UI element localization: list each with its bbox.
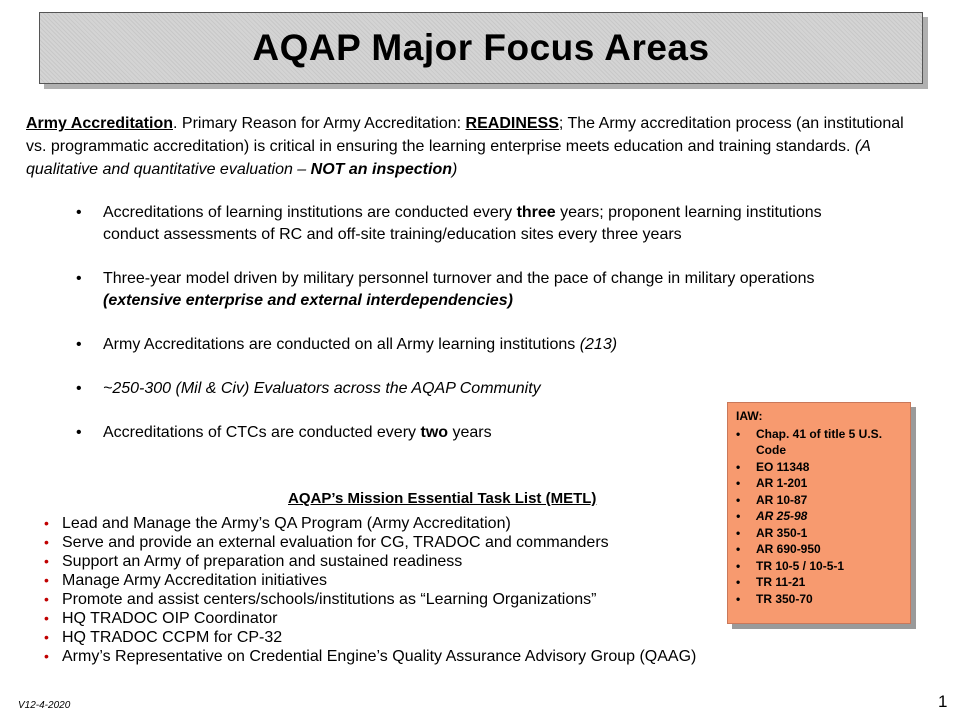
bullet-text: years	[448, 424, 492, 441]
metl-item-text: Serve and provide an external evaluation for CG, TRADOC and commanders	[62, 534, 609, 551]
metl-bullet: •	[44, 591, 49, 607]
iaw-item	[736, 541, 902, 558]
iaw-item	[736, 508, 902, 525]
iaw-bullet: •	[736, 591, 741, 606]
metl-item-text: Promote and assist centers/schools/institutions as “Learning Organizations”	[62, 591, 597, 608]
iaw-bullet: •	[736, 575, 741, 589]
bullet-item	[76, 268, 866, 312]
bullet-item	[76, 202, 866, 246]
bullet-item	[76, 334, 866, 356]
iaw-bullet: •	[736, 509, 741, 523]
iaw-bullet: •	[736, 426, 741, 441]
bullet-bold: two	[420, 424, 449, 441]
iaw-item-text: TR 11-21	[756, 575, 806, 589]
iaw-item-text: Chap. 41 of title 5 U.S. Code	[756, 426, 883, 457]
bullet-marker: •	[76, 270, 82, 287]
bullet-marker: •	[76, 424, 82, 441]
iaw-bullet: •	[736, 558, 741, 573]
bullet-italic: ~250-300 (Mil & Civ) Evaluators across the AQAP Community	[103, 380, 541, 397]
bullet-bold-italic: (extensive enterprise and external interdependencies)	[103, 292, 513, 309]
metl-bullet: •	[44, 648, 49, 664]
iaw-bullet: •	[736, 542, 741, 556]
bullet-text: Accreditations of CTCs are conducted every	[103, 424, 421, 441]
iaw-item-text: TR 350-70	[756, 591, 813, 606]
metl-bullet: •	[44, 515, 49, 531]
iaw-item-text: AR 350-1	[756, 525, 808, 540]
intro-italic-bold: NOT an inspection	[310, 161, 452, 178]
iaw-callout	[727, 402, 911, 624]
metl-bullet: •	[44, 610, 49, 626]
iaw-item-text: EO 11348	[756, 459, 810, 474]
metl-item-text: HQ TRADOC CCPM for CP-32	[62, 629, 283, 646]
metl-bullet: •	[44, 553, 49, 569]
iaw-bullet: •	[736, 525, 741, 540]
intro-italic-end: )	[452, 161, 458, 178]
intro-italic: (A qualitative and quantitative evaluation –	[26, 138, 871, 178]
intro-paragraph	[26, 112, 926, 181]
iaw-item	[736, 492, 902, 509]
iaw-bullet: •	[736, 459, 741, 474]
bullet-item	[76, 378, 866, 400]
bullet-text: Three-year model driven by military personnel turnover and the pace of change in military operations	[103, 270, 815, 287]
title-banner	[39, 12, 923, 84]
page-number: 1	[938, 692, 948, 711]
iaw-item	[736, 459, 902, 476]
metl-item-text: Army’s Representative on Credential Engine’s Quality Assurance Advisory Group (QAAG)	[62, 648, 697, 665]
intro-lead: Army Accreditation	[26, 115, 173, 132]
metl-item	[44, 628, 864, 647]
bullet-text: Army Accreditations are conducted on all Army learning institutions	[103, 336, 580, 353]
bullet-text: years; proponent learning institutions conduct assessments of RC and off-site training/education sites every three years	[103, 204, 822, 243]
metl-title: AQAP’s Mission Essential Task List (METL)	[288, 490, 597, 507]
iaw-header: IAW:	[736, 409, 763, 423]
metl-item-text: Manage Army Accreditation initiatives	[62, 572, 328, 589]
bullet-text: Accreditations of learning institutions are conducted every	[103, 204, 517, 221]
metl-item-text: HQ TRADOC OIP Coordinator	[62, 610, 278, 627]
iaw-item	[736, 591, 902, 608]
metl-item	[44, 647, 864, 666]
iaw-item-text: TR 10-5 / 10-5-1	[756, 558, 845, 573]
iaw-item-text: AR 25-98	[756, 509, 808, 523]
iaw-bullet: •	[736, 476, 741, 490]
intro-text-2: ; The Army accreditation process (an institutional vs. programmatic accreditation) is critical in ensuring the learning enterprise meets education and training standards.	[26, 115, 904, 155]
page-title: AQAP Major Focus Areas	[252, 27, 710, 68]
bullet-italic: (213)	[579, 336, 618, 353]
intro-text-1: . Primary Reason for Army Accreditation:	[173, 115, 466, 132]
iaw-item	[736, 426, 902, 459]
metl-bullet: •	[44, 629, 49, 645]
intro-readiness: READINESS	[465, 115, 559, 132]
iaw-item	[736, 525, 902, 542]
bullet-bold: three	[516, 204, 556, 221]
version-label: V12-4-2020	[18, 700, 71, 711]
iaw-bullet: •	[736, 492, 741, 507]
metl-bullet: •	[44, 534, 49, 550]
iaw-item-text: AR 690-950	[756, 542, 821, 556]
metl-item-text: Support an Army of preparation and sustained readiness	[62, 553, 463, 570]
metl-item-text: Lead and Manage the Army’s QA Program (Army Accreditation)	[62, 515, 511, 532]
iaw-item-text: AR 10-87	[756, 492, 808, 507]
iaw-item	[736, 475, 902, 492]
bullet-marker: •	[76, 380, 82, 397]
iaw-item	[736, 558, 902, 575]
iaw-item	[736, 574, 902, 591]
metl-bullet: •	[44, 572, 49, 588]
bullet-marker: •	[76, 204, 82, 221]
iaw-item-text: AR 1-201	[756, 476, 808, 490]
bullet-marker: •	[76, 336, 82, 353]
